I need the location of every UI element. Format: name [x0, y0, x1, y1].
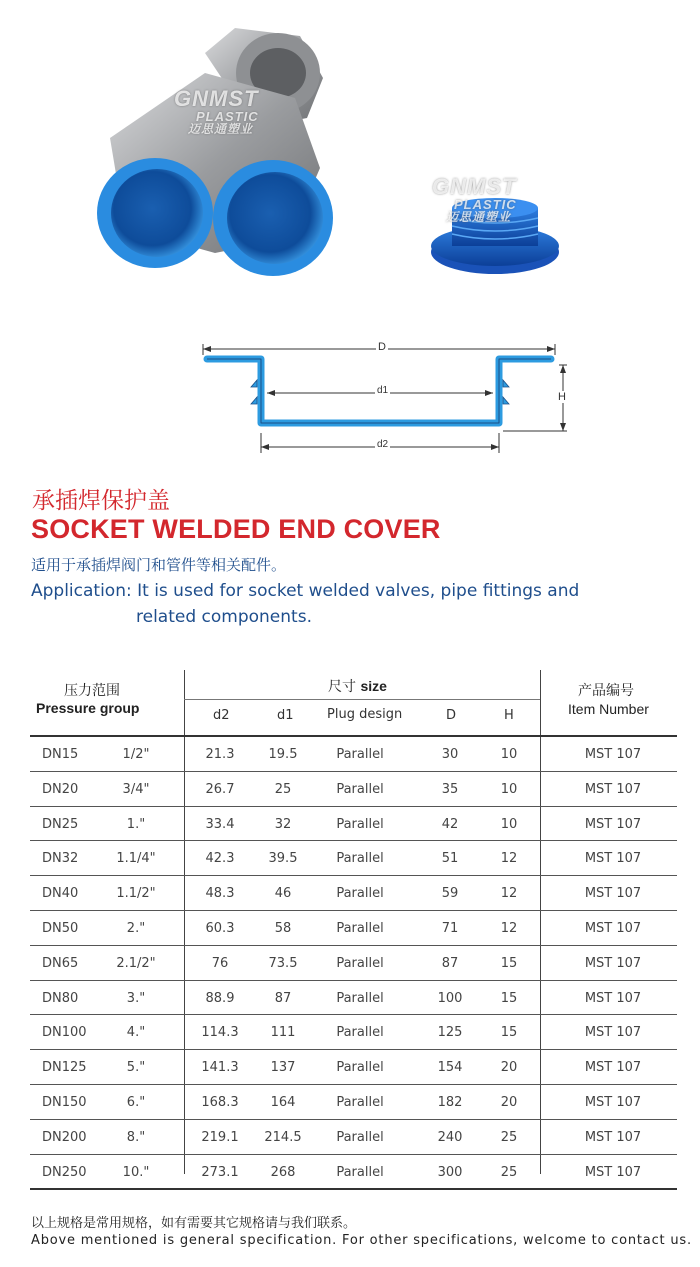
cell-item-number: MST 107 [584, 955, 642, 971]
cell-H: 10 [500, 816, 518, 832]
header-item-cn: 产品编号 [578, 683, 634, 699]
watermark-brand: GNMST [174, 86, 259, 111]
header-pressure-cn: 压力范围 [64, 683, 120, 699]
cell-plug-design: Parallel [336, 747, 384, 762]
cell-H: 20 [500, 1095, 518, 1110]
spec-table [30, 670, 677, 1190]
cell-d2: 60.3 [205, 921, 235, 936]
cell-inch: 5." [126, 1060, 146, 1076]
table-divider [184, 699, 540, 700]
cell-d2: 168.3 [201, 1095, 239, 1110]
cell-dn: DN20 [42, 781, 79, 797]
table-row [30, 946, 677, 981]
table-row [30, 1120, 677, 1155]
cell-inch: 4." [126, 1025, 146, 1041]
table-row [30, 841, 677, 876]
watermark-sub-2: PLASTIC [454, 197, 517, 212]
cell-d2: 26.7 [205, 781, 235, 797]
cell-item-number: MST 107 [584, 1025, 642, 1041]
header-col-plug-design: Plug design [327, 707, 403, 722]
cell-item-number: MST 107 [584, 1095, 642, 1110]
cell-D: 51 [441, 851, 459, 867]
header-col-d2: d2 [213, 708, 230, 723]
cell-d2: 88.9 [205, 990, 235, 1006]
cell-H: 10 [500, 747, 518, 762]
cell-D: 30 [441, 747, 459, 762]
cell-dn: DN100 [42, 1025, 87, 1041]
cell-D: 154 [437, 1060, 463, 1076]
cell-plug-design: Parallel [336, 921, 384, 936]
cell-d1: 46 [274, 886, 292, 902]
cell-d1: 164 [270, 1095, 296, 1110]
cell-H: 10 [500, 781, 518, 797]
cell-plug-design: Parallel [336, 990, 384, 1006]
footer-note-english: Above mentioned is general specification. For other specifications, welcome to contact us. [31, 1233, 692, 1248]
cell-item-number: MST 107 [584, 747, 642, 762]
header-size [328, 676, 387, 696]
cell-H: 15 [500, 955, 518, 971]
header-col-d1: d1 [277, 708, 294, 723]
cell-dn: DN15 [42, 747, 79, 762]
table-row [30, 1015, 677, 1050]
cell-inch: 6." [126, 1095, 146, 1110]
cell-plug-design: Parallel [336, 816, 384, 832]
cell-d2: 42.3 [205, 851, 235, 867]
table-row [30, 1085, 677, 1120]
cell-D: 125 [437, 1025, 463, 1041]
footer-note-chinese: 以上规格是常用规格，如有需要其它规格请与我们联系。 [31, 1216, 357, 1231]
cell-D: 300 [437, 1164, 463, 1180]
cell-D: 71 [441, 921, 459, 936]
dim-label-D: D [378, 341, 386, 353]
cell-plug-design: Parallel [336, 1025, 384, 1041]
cell-dn: DN50 [42, 921, 79, 936]
header-size-cn: 尺寸 [328, 679, 356, 695]
table-row [30, 772, 677, 807]
cell-dn: DN40 [42, 886, 79, 902]
watermark-sub: PLASTIC [196, 109, 259, 124]
cell-dn: DN200 [42, 1129, 87, 1145]
cell-item-number: MST 107 [584, 781, 642, 797]
cell-plug-design: Parallel [336, 955, 384, 971]
table-row [30, 807, 677, 842]
header-size-en: size [360, 678, 387, 694]
cell-d2: 141.3 [201, 1060, 239, 1076]
cell-H: 25 [500, 1164, 518, 1180]
cell-dn: DN32 [42, 851, 79, 867]
cell-inch: 2.1/2" [116, 955, 156, 971]
cell-item-number: MST 107 [584, 1164, 642, 1180]
cell-d1: 111 [270, 1025, 296, 1041]
cell-plug-design: Parallel [336, 1060, 384, 1076]
table-row [30, 981, 677, 1016]
cell-item-number: MST 107 [584, 816, 642, 832]
header-col-H: H [504, 708, 514, 723]
cell-item-number: MST 107 [584, 1060, 642, 1076]
cell-inch: 10." [122, 1164, 150, 1180]
cell-H: 12 [500, 921, 518, 936]
table-row [30, 1155, 677, 1190]
cell-plug-design: Parallel [336, 886, 384, 902]
cell-plug-design: Parallel [336, 1164, 384, 1180]
cell-plug-design: Parallel [336, 851, 384, 867]
cell-dn: DN25 [42, 816, 79, 832]
header-col-D: D [446, 708, 457, 723]
cell-inch: 8." [126, 1129, 146, 1145]
cell-item-number: MST 107 [584, 1129, 642, 1145]
cell-d1: 214.5 [264, 1129, 302, 1145]
table-row [30, 1050, 677, 1085]
cell-D: 240 [437, 1129, 463, 1145]
cell-d2: 33.4 [205, 816, 235, 832]
dim-label-H: H [558, 391, 566, 403]
cell-item-number: MST 107 [584, 851, 642, 867]
cell-d1: 19.5 [268, 747, 298, 762]
cell-D: 35 [441, 781, 459, 797]
header-pressure-en: Pressure group [36, 700, 140, 716]
cell-H: 12 [500, 851, 518, 867]
watermark-photo-1 [174, 88, 259, 135]
cell-inch: 3." [126, 990, 146, 1006]
cell-d1: 25 [274, 781, 292, 797]
cell-dn: DN80 [42, 990, 79, 1006]
watermark-brand-2: GNMST [432, 174, 517, 199]
cell-d2: 114.3 [201, 1025, 239, 1041]
cell-D: 59 [441, 886, 459, 902]
cell-d2: 219.1 [201, 1129, 239, 1145]
cell-inch: 1." [126, 816, 146, 832]
dim-label-d1: d1 [377, 385, 389, 396]
cell-d2: 21.3 [205, 747, 235, 762]
cell-plug-design: Parallel [336, 1129, 384, 1145]
cell-d1: 58 [274, 921, 292, 936]
watermark-cn-2: 迈思通塑业 [446, 210, 512, 224]
cell-item-number: MST 107 [584, 921, 642, 936]
cross-section-diagram [195, 335, 575, 460]
cell-d1: 32 [274, 816, 292, 832]
cell-H: 15 [500, 1025, 518, 1041]
cell-inch: 2." [126, 921, 146, 936]
application-english-line1: Application: It is used for socket welded valves, pipe fittings and [31, 581, 580, 601]
title-chinese: 承插焊保护盖 [32, 488, 170, 514]
cell-item-number: MST 107 [584, 990, 642, 1006]
cell-d1: 39.5 [268, 851, 298, 867]
dim-label-d2: d2 [377, 439, 389, 450]
cell-inch: 3/4" [122, 781, 150, 797]
cell-dn: DN125 [42, 1060, 87, 1076]
cell-d2: 48.3 [205, 886, 235, 902]
header-item-en: Item Number [568, 701, 649, 717]
table-divider [30, 1188, 677, 1190]
cell-dn: DN250 [42, 1164, 87, 1180]
cell-inch: 1.1/4" [116, 851, 156, 867]
application-english-line2: related components. [136, 607, 312, 627]
application-chinese: 适用于承插焊阀门和管件等相关配件。 [31, 556, 287, 574]
table-row [30, 737, 677, 772]
cell-H: 12 [500, 886, 518, 902]
cell-d2: 273.1 [201, 1164, 239, 1180]
cell-d1: 87 [274, 990, 292, 1006]
cell-item-number: MST 107 [584, 886, 642, 902]
title-english: SOCKET WELDED END COVER [31, 514, 441, 544]
table-row [30, 876, 677, 911]
cell-dn: DN65 [42, 955, 79, 971]
cell-inch: 1.1/2" [116, 886, 156, 902]
cell-D: 100 [437, 990, 463, 1006]
cell-d1: 137 [270, 1060, 296, 1076]
table-row [30, 911, 677, 946]
tee-fitting-photo [95, 18, 335, 280]
cell-H: 20 [500, 1060, 518, 1076]
cell-d1: 73.5 [268, 955, 298, 971]
cell-D: 182 [437, 1095, 463, 1110]
watermark-photo-2 [432, 176, 517, 223]
cell-D: 87 [441, 955, 459, 971]
cell-inch: 1/2" [122, 747, 150, 762]
cell-d1: 268 [270, 1164, 296, 1180]
cell-d2: 76 [211, 955, 229, 971]
cell-dn: DN150 [42, 1095, 87, 1110]
cell-plug-design: Parallel [336, 781, 384, 797]
cell-H: 25 [500, 1129, 518, 1145]
watermark-cn: 迈思通塑业 [188, 122, 254, 136]
cell-D: 42 [441, 816, 459, 832]
cell-plug-design: Parallel [336, 1095, 384, 1110]
cell-H: 15 [500, 990, 518, 1006]
table-header [30, 670, 677, 736]
